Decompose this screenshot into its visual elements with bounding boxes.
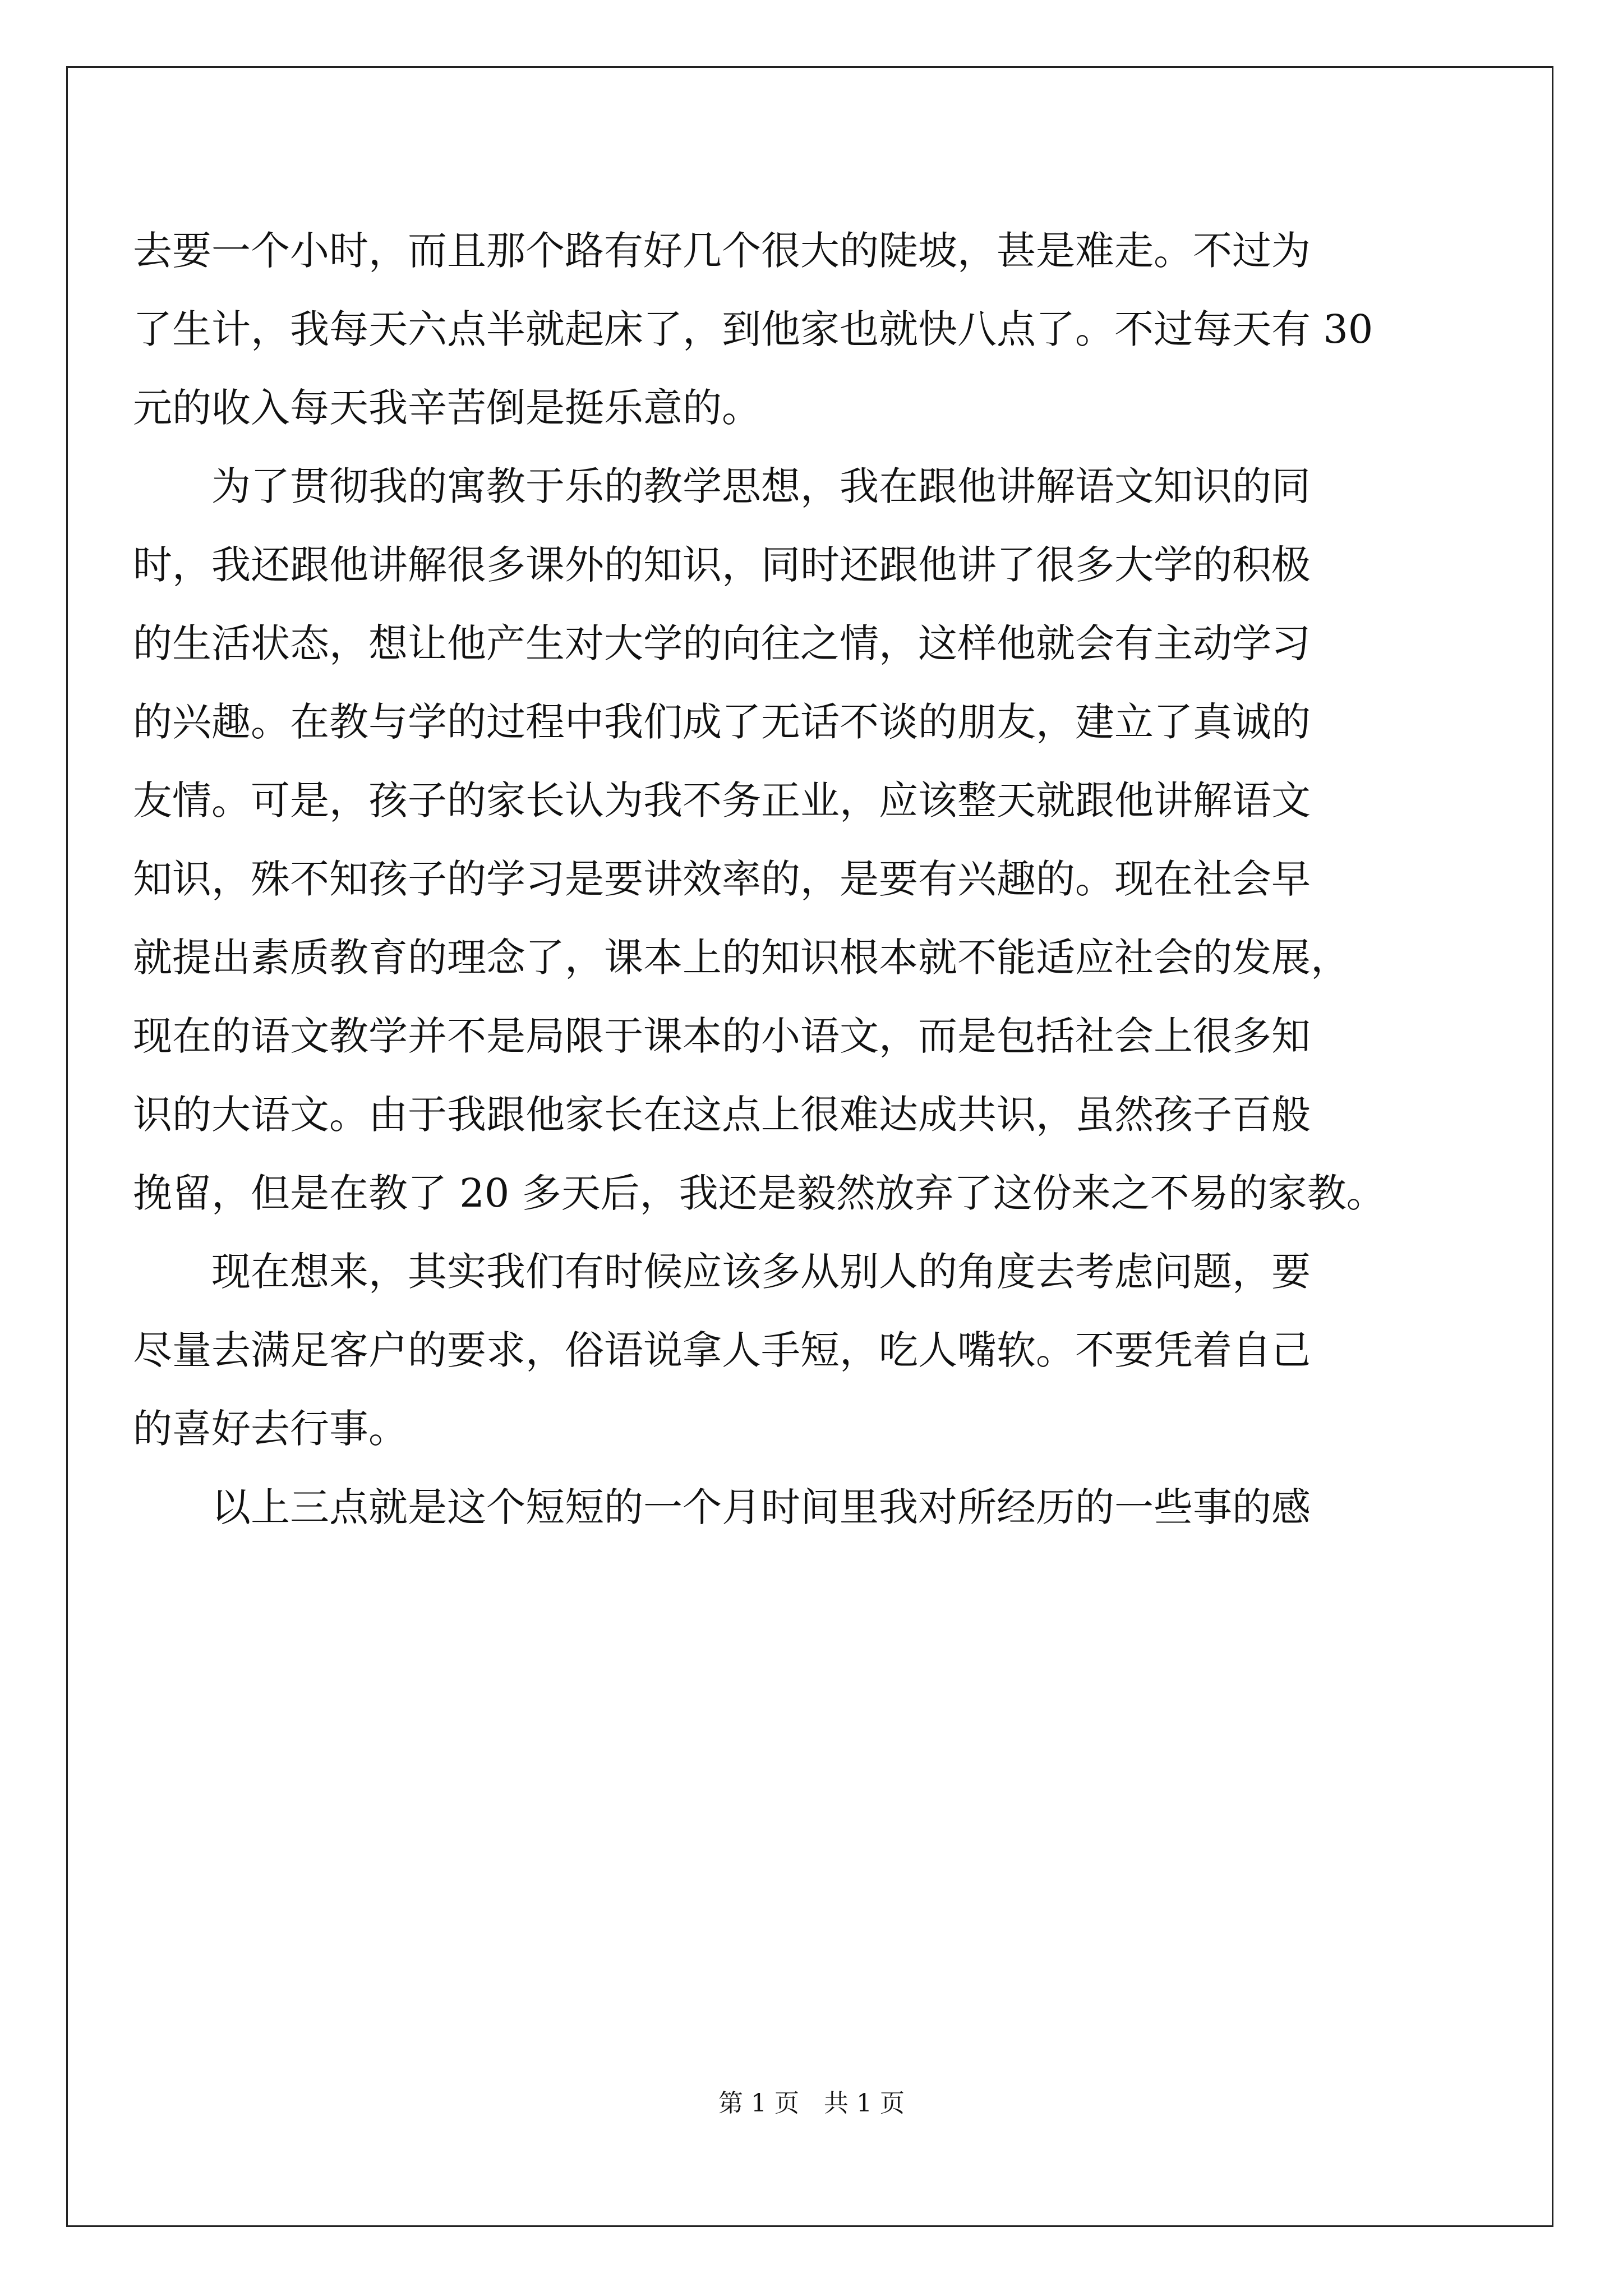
text-line: 尽量去满足客户的要求，俗语说拿人手短，吃人嘴软。不要凭着自己 [133,1327,1311,1373]
text-line: 为了贯彻我的寓教于乐的教学思想，我在跟他讲解语文知识的同 [133,463,1311,509]
text-line: 知识，殊不知孩子的学习是要讲效率的，是要有兴趣的。现在社会早 [133,856,1311,902]
page-number-footer: 第 1 页 共 1 页 [718,2089,905,2118]
text-line: 现在的语文教学并不是局限于课本的小语文，而是包括社会上很多知 [133,1013,1311,1059]
text-line: 就提出素质教育的理念了，课本上的知识根本就不能适应社会的发展， [133,935,1350,981]
text-line: 了生计，我每天六点半就起床了，到他家也就快八点了。不过每天有 30 [133,306,1373,352]
text-line: 识的大语文。由于我跟他家长在这点上很难达成共识，虽然孩子百般 [133,1092,1311,1138]
text-line: 时，我还跟他讲解很多课外的知识，同时还跟他讲了很多大学的积极 [133,542,1311,588]
text-line: 的喜好去行事。 [133,1406,408,1452]
text-line: 友情。可是，孩子的家长认为我不务正业，应该整天就跟他讲解语文 [133,777,1311,823]
text-line: 去要一个小时，而且那个路有好几个很大的陡坡，甚是难走。不过为 [133,228,1311,274]
text-line: 的兴趣。在教与学的过程中我们成了无话不谈的朋友，建立了真诚的 [133,699,1311,745]
text-line: 的生活状态，想让他产生对大学的向往之情，这样他就会有主动学习 [133,620,1311,666]
text-line: 现在想来，其实我们有时候应该多从别人的角度去考虑问题，要 [133,1249,1311,1295]
text-line: 元的收入每天我辛苦倒是挺乐意的。 [133,385,761,431]
text-line: 挽留，但是在教了 20 多天后，我还是毅然放弃了这份来之不易的家教。 [133,1170,1386,1216]
text-line: 以上三点就是这个短短的一个月时间里我对所经历的一些事的感 [133,1484,1311,1530]
